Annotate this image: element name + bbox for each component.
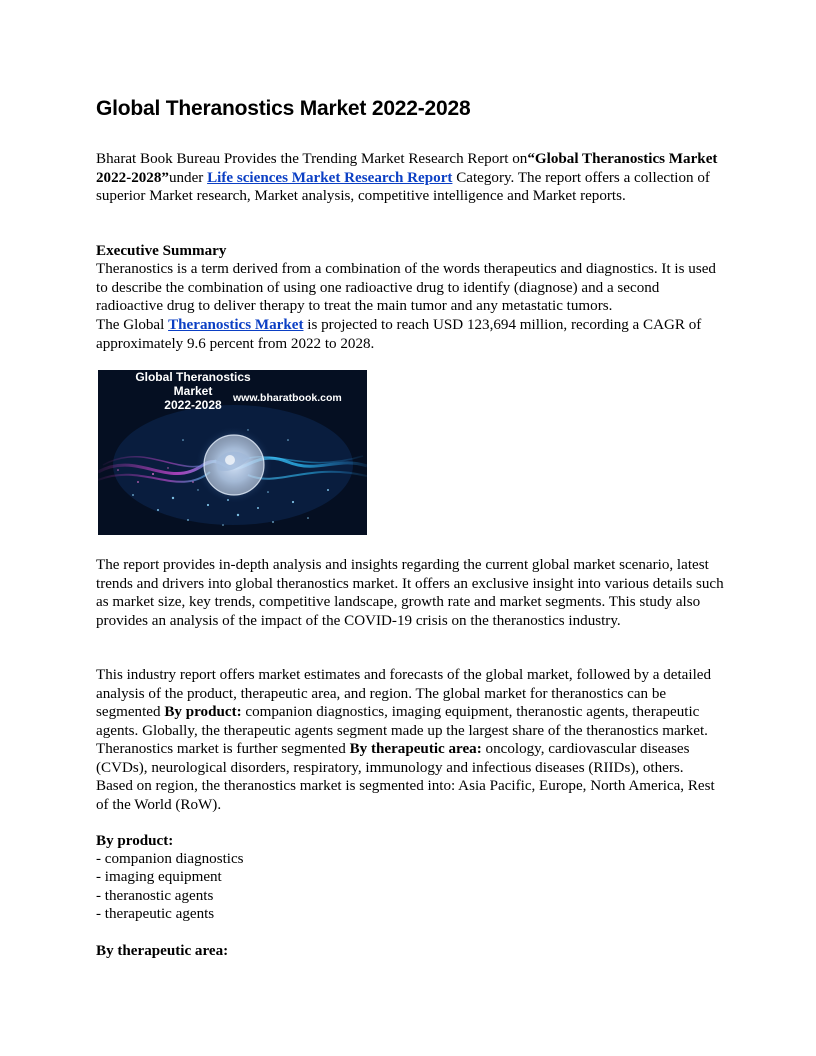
intro-text: Bharat Book Bureau Provides the Trending Market Research Report on (96, 151, 528, 167)
segmentation-text-3: oncology, cardiovascular diseases (CVDs), neurological disorders, respiratory, immunology and infectious diseases (RIIDs), others. Based on region, the theranostics market is segmented into: Asia Pacific, Europe, North America, Rest of the World (RoW). (96, 741, 715, 813)
executive-summary-text: Theranostics is a term derived from a combination of the words therapeutics and diagnostics. It is used to describe the combination of using one radioactive drug to identify (diagnose) and a second radioactive drug to deliver therapy to treat the main tumor and any metastatic tumors. (96, 261, 716, 314)
list-item: - therapeutic agents (96, 906, 215, 922)
market-projection-text: is projected to reach USD 123,694 million, recording a CAGR of approximately 9.6 percent from 2022 to 2028. (96, 317, 702, 352)
report-name: “Global Theranostics Market 2022-2028” (96, 151, 718, 186)
segmentation-text-1: This industry report offers market estimates and forecasts of the global market, followed by a detailed analysis of the product, therapeutic area, and region. The global market for theranostics can be segmented (96, 667, 712, 720)
by-product-heading: By product: (96, 833, 174, 849)
report-overview-paragraph: The report provides in-depth analysis and insights regarding the current global market scenario, latest trends and drivers into global theranostics market. It offers an exclusive insight into various details such as market size, key trends, competitive landscape, growth rate and market segments. This study also provides an analysis of the impact of the COVID-19 crisis on the theranostics industry. (96, 557, 724, 629)
intro-text-under: under (168, 169, 208, 186)
by-therapeutic-area-heading: By therapeutic area: (96, 943, 229, 959)
market-projection-lead: The Global (96, 317, 169, 333)
intro-paragraph (96, 150, 724, 206)
cover-title-line2: 2022-2028 (164, 398, 222, 412)
cover-title (118, 370, 268, 412)
segmentation-text-2: companion diagnostics, imaging equipment, theranostic agents, therapeutic agents. Globally, the therapeutic agents segment made up the largest share of the theranostics market. Theranostics market is further segmented (96, 704, 708, 757)
intro-text-category: Category. The report offers a collection of superior Market research, Market analysis, competitive intelligence and Market reports. (96, 169, 710, 204)
market-projection-paragraph (96, 316, 724, 353)
segmentation-by-area-label: By therapeutic area: (349, 741, 482, 757)
executive-summary-label: Executive Summary (96, 243, 227, 259)
segmentation-by-product-label: By product: (164, 704, 242, 720)
segmentation-paragraph (96, 666, 724, 814)
cover-url: www.bharatbook.com (233, 392, 342, 404)
executive-summary-heading (96, 242, 724, 261)
list-item: - theranostic agents (96, 888, 214, 904)
theranostics-market-link[interactable]: Theranostics Market (168, 317, 304, 333)
life-sciences-report-link[interactable]: Life sciences Market Research Report (207, 169, 453, 186)
cover-title-line1: Global Theranostics Market (135, 370, 251, 398)
report-cover-image (98, 370, 367, 535)
list-item: - companion diagnostics (96, 851, 244, 867)
page-title: Global Theranostics Market 2022-2028 (96, 97, 471, 120)
list-item: - imaging equipment (96, 869, 222, 885)
executive-summary-paragraph (96, 260, 724, 316)
